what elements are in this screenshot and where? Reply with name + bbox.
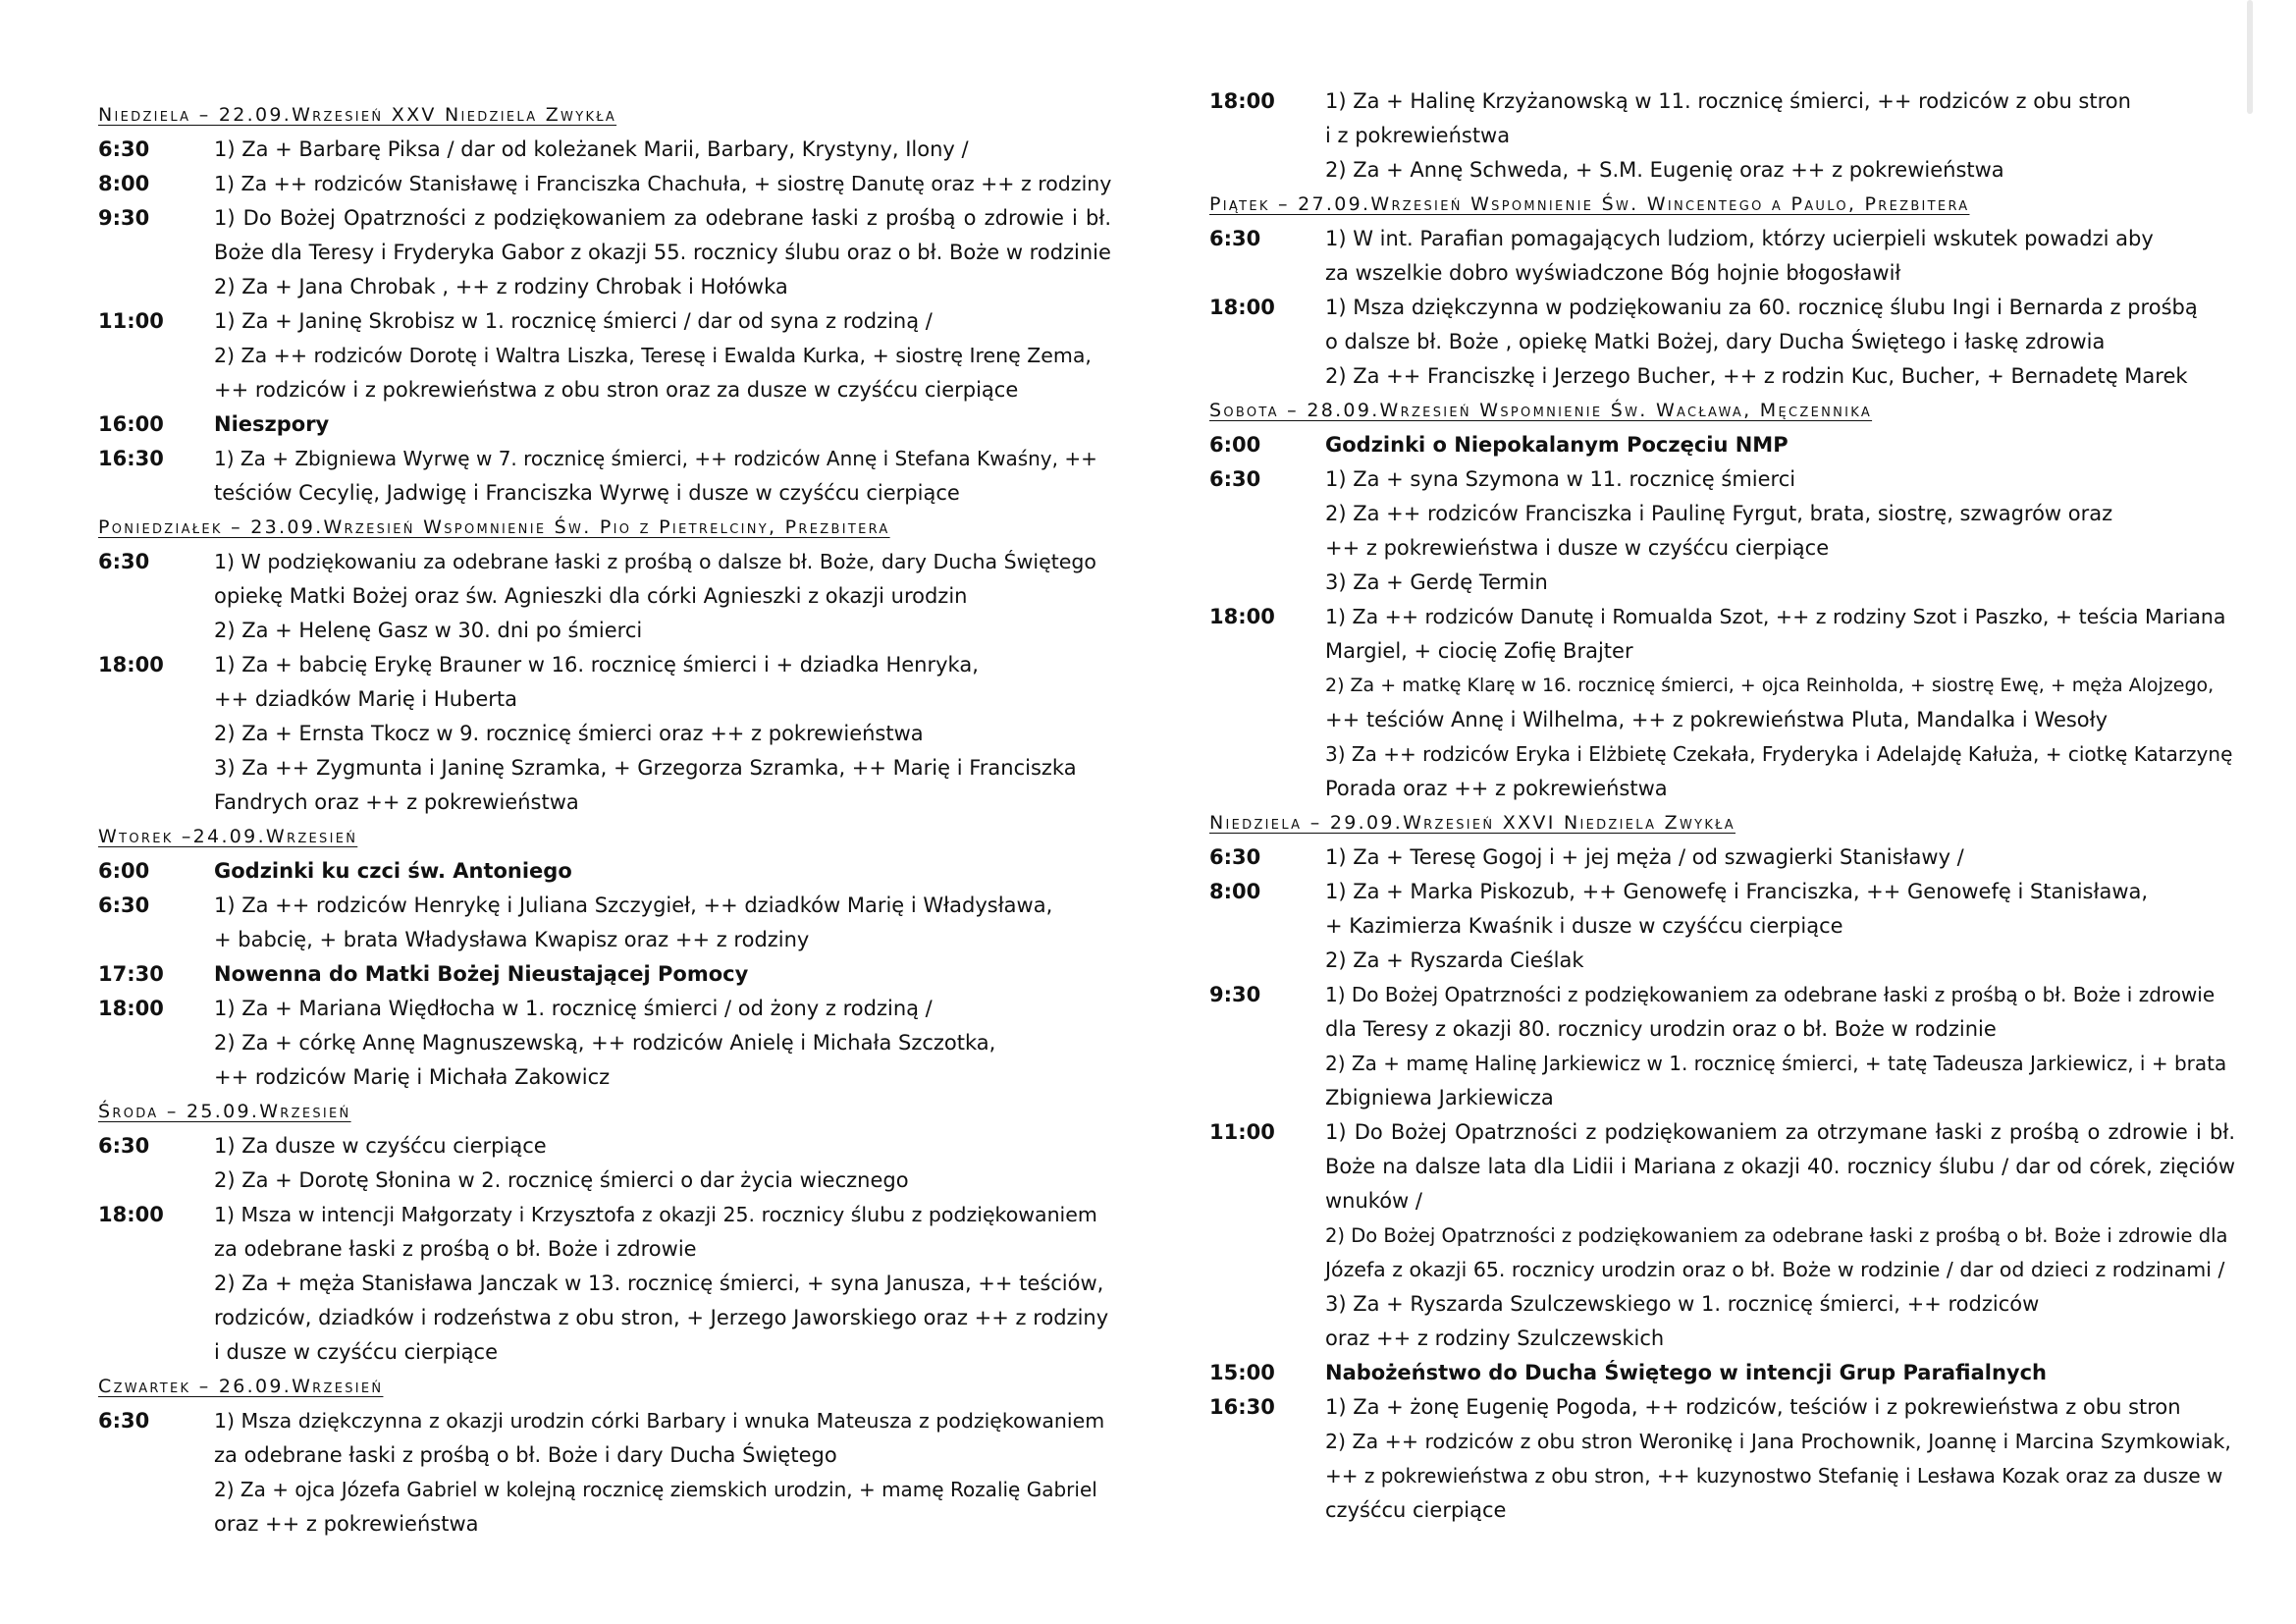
mass-time: 9:30 — [1209, 983, 1261, 1006]
intention-line: 1) Msza dziękczynna w podziękowaniu za 60. rocznicę ślubu Ingi i Bernarda z prośbą — [1325, 296, 2198, 319]
intention-line: 1) Za + Mariana Więdłocha w 1. rocznicę śmierci / od żony z rodziną / — [214, 997, 933, 1020]
day-section — [1209, 84, 2235, 188]
mass-entry — [1209, 840, 2235, 875]
intention-line: ++ teściów Annę i Wilhelma, ++ z pokrewieństwa Pluta, Mandalka i Wesoły — [1325, 708, 2109, 731]
intention-lines — [1325, 1356, 2235, 1390]
service-name: Nowenna do Matki Bożej Nieustającej Pomocy — [214, 962, 749, 986]
intention-line: 1) Do Bożej Opatrzności z podziękowaniem za otrzymane łaski z prośbą o zdrowie i bł. — [1325, 1120, 2235, 1144]
intention-line: ++ dziadków Marię i Huberta — [214, 687, 518, 711]
intention-lines — [214, 442, 1111, 511]
intention-line: dla Teresy z okazji 80. rocznicy urodzin oraz o bł. Boże w rodzinie — [1325, 1017, 1997, 1041]
intention-lines — [1325, 84, 2235, 188]
mass-entry — [98, 304, 1111, 407]
intention-line: 2) Do Bożej Opatrzności z podziękowaniem za odebrane łaski z prośbą o bł. Boże i zdrowie dla — [1325, 1224, 2228, 1247]
mass-time: 6:30 — [98, 1409, 150, 1433]
intention-line: 1) Za + Zbigniewa Wyrwę w 7. rocznicę śmierci, ++ rodziców Annę i Stefana Kwaśny, ++ — [214, 447, 1097, 470]
mass-time: 11:00 — [98, 309, 164, 333]
mass-entry — [1209, 978, 2235, 1115]
intention-lines — [214, 889, 1111, 957]
intention-line: 3) Za ++ rodziców Eryka i Elżbietę Czekała, Fryderyka i Adelajdę Kałuża, + ciotkę Katarzynę — [1325, 742, 2233, 766]
intention-line: 2) Za ++ rodziców Franciszka i Paulinę Fyrgut, brata, siostrę, szwagrów oraz — [1325, 502, 2113, 525]
day-heading: Czwartek – 26.09.Wrzesień — [98, 1376, 384, 1397]
intention-line: Józefa z okazji 65. rocznicy urodzin oraz o bł. Boże w rodzinie / dar od dzieci z rodzinami / — [1325, 1258, 2225, 1281]
mass-time: 18:00 — [98, 653, 164, 677]
mass-entry — [98, 889, 1111, 957]
mass-entry — [98, 545, 1111, 648]
mass-entry — [98, 133, 1111, 167]
mass-entry — [98, 1404, 1111, 1542]
mass-entry — [1209, 1356, 2235, 1390]
intention-line: 2) Za ++ rodziców Dorotę i Waltra Liszka, Teresę i Ewalda Kurka, + siostrę Irenę Zema, — [214, 344, 1092, 367]
mass-time: 6:30 — [98, 1134, 150, 1158]
mass-entry — [1209, 291, 2235, 394]
mass-time: 6:30 — [1209, 467, 1261, 491]
left-column — [98, 98, 1111, 1542]
intention-lines — [1325, 428, 2235, 462]
intention-line: oraz ++ z rodziny Szulczewskich — [1325, 1326, 1665, 1350]
intention-line: 2) Za ++ rodziców z obu stron Weronikę i Jana Prochownik, Joannę i Marcina Szymkowiak, — [1325, 1430, 2231, 1453]
day-section — [1209, 806, 2235, 1528]
intention-line: 2) Za + matkę Klarę w 16. rocznicę śmierci, + ojca Reinholda, + siostrę Ewę, + męża Alojzego, — [1325, 675, 2215, 696]
day-section — [1209, 188, 2235, 394]
service-name: Nieszpory — [214, 412, 330, 436]
mass-entry — [1209, 462, 2235, 600]
day-heading: Niedziela – 29.09.Wrzesień XXVI Niedziela Zwykła — [1209, 812, 1735, 834]
intention-lines — [214, 1129, 1111, 1198]
mass-entry — [98, 167, 1111, 201]
mass-time: 17:30 — [98, 962, 164, 986]
intention-line: teściów Cecylię, Jadwigę i Franciszka Wyrwę i dusze w czyśćcu cierpiące — [214, 481, 960, 505]
mass-time: 9:30 — [98, 206, 150, 230]
service-name: Godzinki o Niepokalanym Poczęciu NMP — [1325, 433, 1789, 457]
mass-entry — [1209, 84, 2235, 188]
intention-line: 1) W int. Parafian pomagających ludziom, którzy ucierpieli wskutek powadzi aby — [1325, 227, 2154, 250]
intention-line: o dalsze bł. Boże , opiekę Matki Bożej, dary Ducha Świętego i łaskę zdrowia — [1325, 330, 2106, 353]
intention-line: rodziców, dziadków i rodzeństwa z obu stron, + Jerzego Jaworskiego oraz ++ z rodziny — [214, 1306, 1109, 1329]
mass-entry — [98, 201, 1111, 304]
mass-time: 16:00 — [98, 412, 164, 436]
intention-line: oraz ++ z pokrewieństwa — [214, 1512, 479, 1536]
intention-line: + Kazimierza Kwaśnik i dusze w czyśćcu cierpiące — [1325, 914, 1843, 938]
day-section — [98, 820, 1111, 1095]
scrollbar-thumb[interactable] — [2247, 0, 2253, 114]
intention-lines — [1325, 1390, 2235, 1528]
intention-line: 2) Za + męża Stanisława Janczak w 13. rocznicę śmierci, + syna Janusza, ++ teściów, — [214, 1272, 1104, 1295]
intention-line: 1) Msza w intencji Małgorzaty i Krzysztofa z okazji 25. rocznicy ślubu z podziękowaniem — [214, 1203, 1097, 1226]
intention-line: 1) Msza dziękczynna z okazji urodzin córki Barbary i wnuka Mateusza z podziękowaniem — [214, 1409, 1105, 1433]
intention-line: 1) Za + syna Szymona w 11. rocznicę śmierci — [1325, 467, 1796, 491]
intention-line: 1) Za + Janinę Skrobisz w 1. rocznicę śmierci / dar od syna z rodziną / — [214, 309, 933, 333]
day-section — [98, 1370, 1111, 1542]
intention-lines — [214, 304, 1111, 407]
mass-time: 18:00 — [98, 1203, 164, 1226]
intention-line: 2) Za ++ Franciszkę i Jerzego Bucher, ++ z rodzin Kuc, Bucher, + Bernadetę Marek — [1325, 364, 2188, 388]
day-heading: Piątek – 27.09.Wrzesień Wspomnienie Św. Wincentego a Paulo, Prezbitera — [1209, 193, 1970, 215]
mass-entry — [1209, 600, 2235, 806]
intention-lines — [1325, 875, 2235, 978]
intention-line: 3) Za ++ Zygmunta i Janinę Szramka, + Grzegorza Szramka, ++ Marię i Franciszka — [214, 756, 1077, 780]
mass-time: 15:00 — [1209, 1361, 1275, 1384]
intention-line: Zbigniewa Jarkiewicza — [1325, 1086, 1554, 1110]
day-section — [1209, 394, 2235, 806]
intention-line: 1) Za ++ rodziców Stanisławę i Franciszka Chachuła, + siostrę Danutę oraz ++ z rodziny — [214, 172, 1112, 195]
intention-line: i dusze w czyśćcu cierpiące — [214, 1340, 499, 1364]
intention-line: 1) Do Bożej Opatrzności z podziękowaniem za odebrane łaski z prośbą o bł. Boże i zdrowie — [1325, 983, 2216, 1006]
intention-line: za odebrane łaski z prośbą o bł. Boże i dary Ducha Świętego — [214, 1443, 837, 1467]
mass-time: 18:00 — [1209, 605, 1275, 628]
intention-line: Boże na dalsze lata dla Lidii i Mariana z okazji 40. rocznicy ślubu / dar od córek, zięciów — [1325, 1155, 2235, 1178]
day-heading: Wtorek –24.09.Wrzesień — [98, 826, 358, 847]
day-heading: Poniedziałek – 23.09.Wrzesień Wspomnienie Św. Pio z Pietrelciny, Prezbitera — [98, 516, 890, 538]
intention-line: czyśćcu cierpiące — [1325, 1498, 1507, 1522]
intention-line: 2) Za + Helenę Gasz w 30. dni po śmierci — [214, 619, 643, 642]
day-heading: Niedziela – 22.09.Wrzesień XXV Niedziela Zwykła — [98, 104, 617, 126]
mass-time: 8:00 — [1209, 880, 1261, 903]
intention-lines — [214, 957, 1111, 992]
intention-line: 2) Za + mamę Halinę Jarkiewicz w 1. rocznicę śmierci, + tatę Tadeusza Jarkiewicz, i + brata — [1325, 1052, 2227, 1075]
mass-entry — [1209, 428, 2235, 462]
intention-line: 2) Za + Jana Chrobak , ++ z rodziny Chrobak i Hołówka — [214, 275, 788, 298]
day-heading: Środa – 25.09.Wrzesień — [98, 1101, 351, 1122]
intention-line: 2) Za + córkę Annę Magnuszewską, ++ rodziców Anielę i Michała Szczotka, — [214, 1031, 996, 1055]
intention-line: Fandrych oraz ++ z pokrewieństwa — [214, 790, 579, 814]
intention-lines — [1325, 978, 2235, 1115]
mass-time: 6:00 — [1209, 433, 1261, 457]
mass-time: 8:00 — [98, 172, 150, 195]
intention-line: 1) Za + Halinę Krzyżanowską w 11. rocznicę śmierci, ++ rodziców z obu stron — [1325, 89, 2131, 113]
intention-line: 1) Za + Teresę Gogoj i + jej męża / od szwagierki Stanisławy / — [1325, 845, 1964, 869]
intention-line: 2) Za + Annę Schweda, + S.M. Eugenię oraz ++ z pokrewieństwa — [1325, 158, 2004, 182]
intention-lines — [214, 1198, 1111, 1370]
intention-line: 3) Za + Gerdę Termin — [1325, 570, 1548, 594]
intention-line: 2) Za + ojca Józefa Gabriel w kolejną rocznicę ziemskich urodzin, + mamę Rozalię Gabriel — [214, 1478, 1097, 1501]
intention-line: ++ z pokrewieństwa z obu stron, ++ kuzynostwo Stefanię i Lesława Kozak oraz za dusze w — [1325, 1464, 2223, 1488]
service-name: Godzinki ku czci św. Antoniego — [214, 859, 572, 883]
intention-line: 3) Za + Ryszarda Szulczewskiego w 1. rocznicę śmierci, ++ rodziców — [1325, 1292, 2040, 1316]
intention-line: opiekę Matki Bożej oraz św. Agnieszki dla córki Agnieszki z okazji urodzin — [214, 584, 968, 608]
intention-lines — [214, 167, 1111, 201]
mass-entry — [98, 442, 1111, 511]
intention-line: Boże dla Teresy i Fryderyka Gabor z okazji 55. rocznicy ślubu oraz o bł. Boże w rodzinie — [214, 241, 1111, 264]
intention-lines — [214, 133, 1111, 167]
intention-line: ++ rodziców i z pokrewieństwa z obu stron oraz za dusze w czyśćcu cierpiące — [214, 378, 1019, 402]
intention-line: 2) Za + Ryszarda Cieślak — [1325, 948, 1584, 972]
intention-lines — [1325, 291, 2235, 394]
mass-entry — [1209, 222, 2235, 291]
mass-time: 6:30 — [98, 550, 150, 573]
intention-line: 1) Za + żonę Eugenię Pogoda, ++ rodziców, teściów i z pokrewieństwa z obu stron — [1325, 1395, 2181, 1419]
intention-line: 2) Za + Dorotę Słonina w 2. rocznicę śmierci o dar życia wiecznego — [214, 1168, 909, 1192]
intention-lines — [214, 545, 1111, 648]
intention-lines — [1325, 600, 2235, 806]
mass-entry — [98, 648, 1111, 820]
intention-lines — [1325, 1115, 2235, 1356]
intention-line: 1) Za dusze w czyśćcu cierpiące — [214, 1134, 547, 1158]
day-section — [98, 511, 1111, 820]
intention-line: ++ z pokrewieństwa i dusze w czyśćcu cierpiące — [1325, 536, 1830, 560]
intention-lines — [1325, 222, 2235, 291]
mass-entry — [1209, 1115, 2235, 1356]
intention-lines — [214, 407, 1111, 442]
intention-lines — [214, 992, 1111, 1095]
day-section — [98, 98, 1111, 511]
intention-line: 1) W podziękowaniu za odebrane łaski z prośbą o dalsze bł. Boże, dary Ducha Świętego — [214, 550, 1096, 573]
intention-line: 2) Za + Ernsta Tkocz w 9. rocznicę śmierci oraz ++ z pokrewieństwa — [214, 722, 924, 745]
mass-time: 16:30 — [98, 447, 164, 470]
mass-entry — [98, 992, 1111, 1095]
mass-time: 18:00 — [1209, 89, 1275, 113]
mass-time: 6:30 — [1209, 845, 1261, 869]
intention-lines — [1325, 462, 2235, 600]
mass-entry — [98, 1129, 1111, 1198]
mass-time: 18:00 — [98, 997, 164, 1020]
intention-line: i z pokrewieństwa — [1325, 124, 1511, 147]
intention-line: Porada oraz ++ z pokrewieństwa — [1325, 777, 1668, 800]
intention-line: ++ rodziców Marię i Michała Zakowicz — [214, 1065, 611, 1089]
intention-lines — [214, 854, 1111, 889]
intention-line: 1) Za + babcię Erykę Brauner w 16. rocznicę śmierci i + dziadka Henryka, — [214, 653, 979, 677]
mass-time: 6:30 — [1209, 227, 1261, 250]
intention-line: 1) Do Bożej Opatrzności z podziękowaniem za odebrane łaski z prośbą o zdrowie i bł. — [214, 206, 1111, 230]
intention-lines — [1325, 840, 2235, 875]
mass-entry — [98, 1198, 1111, 1370]
intention-line: za wszelkie dobro wyświadczone Bóg hojnie błogosławił — [1325, 261, 1901, 285]
mass-time: 6:30 — [98, 137, 150, 161]
mass-time: 6:30 — [98, 893, 150, 917]
mass-time: 16:30 — [1209, 1395, 1275, 1419]
mass-entry — [1209, 875, 2235, 978]
intention-line: 1) Za + Barbarę Piksa / dar od koleżanek Marii, Barbary, Krystyny, Ilony / — [214, 137, 969, 161]
intention-lines — [214, 201, 1111, 304]
mass-entry — [1209, 1390, 2235, 1528]
day-heading: Sobota – 28.09.Wrzesień Wspomnienie Św. Wacława, Męczennika — [1209, 400, 1873, 421]
mass-time: 6:00 — [98, 859, 150, 883]
mass-time: 18:00 — [1209, 296, 1275, 319]
intention-line: 1) Za + Marka Piskozub, ++ Genowefę i Franciszka, ++ Genowefę i Stanisława, — [1325, 880, 2149, 903]
intention-lines — [214, 1404, 1111, 1542]
intention-line: 1) Za ++ rodziców Danutę i Romualda Szot, ++ z rodziny Szot i Paszko, + teścia Mariana — [1325, 605, 2226, 628]
service-name: Nabożeństwo do Ducha Świętego w intencji Grup Parafialnych — [1325, 1361, 2047, 1384]
intention-lines — [214, 648, 1111, 820]
intention-line: 1) Za ++ rodziców Henrykę i Juliana Szczygieł, ++ dziadków Marię i Władysława, — [214, 893, 1053, 917]
mass-entry — [98, 957, 1111, 992]
right-column — [1209, 84, 2235, 1528]
intention-line: Margiel, + ciocię Zofię Brajter — [1325, 639, 1633, 663]
mass-time: 11:00 — [1209, 1120, 1275, 1144]
intention-line: wnuków / — [1325, 1189, 1422, 1213]
mass-entry — [98, 854, 1111, 889]
intention-line: + babcię, + brata Władysława Kwapisz oraz ++ z rodziny — [214, 928, 810, 951]
mass-entry — [98, 407, 1111, 442]
intention-line: za odebrane łaski z prośbą o bł. Boże i zdrowie — [214, 1237, 697, 1261]
day-section — [98, 1095, 1111, 1370]
